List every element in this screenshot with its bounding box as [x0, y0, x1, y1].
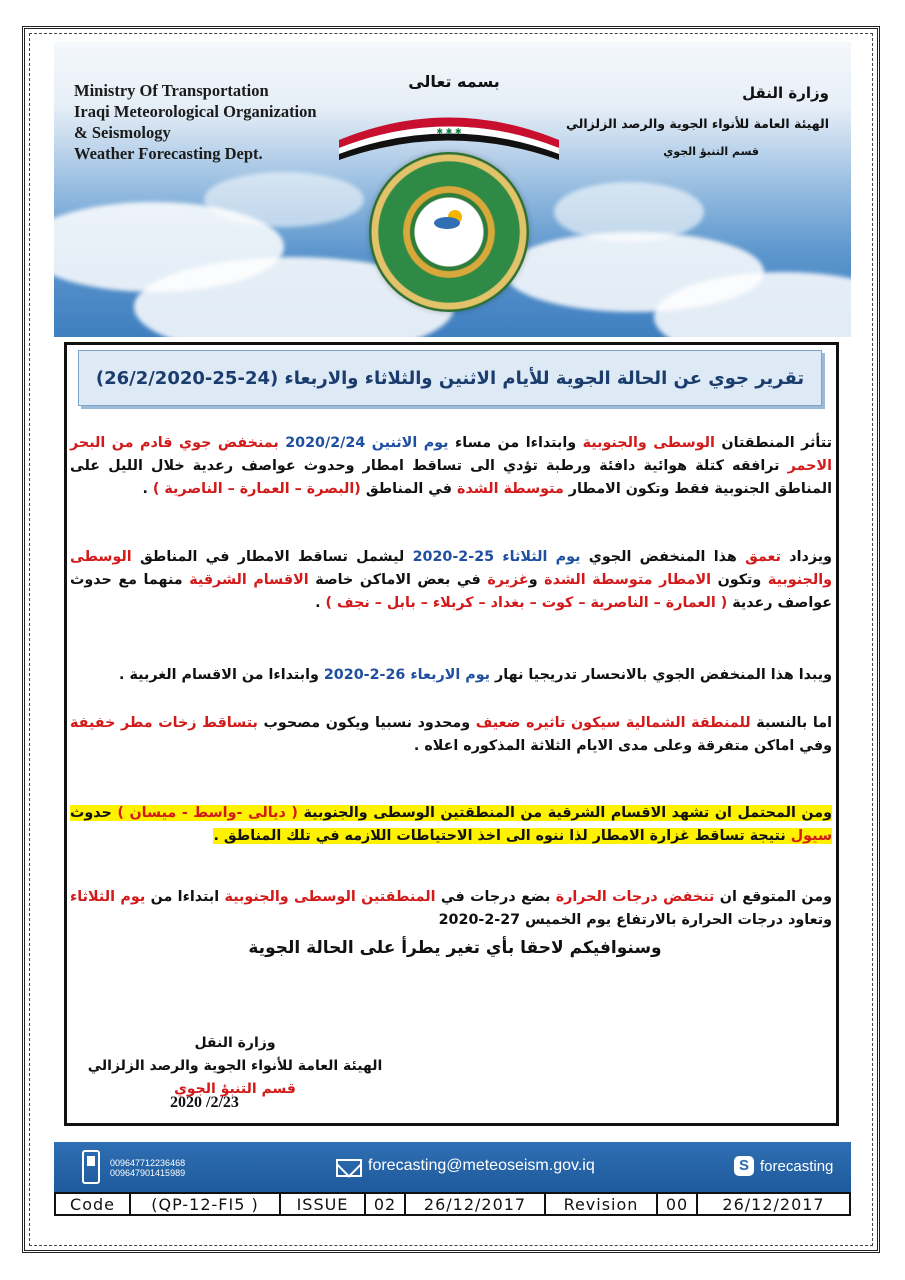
p2-text: .: [315, 595, 326, 611]
code-label: Code: [56, 1194, 131, 1214]
p1-date: يوم الاثنين 2020/2/24: [285, 435, 449, 451]
revision-label: Revision: [546, 1194, 658, 1214]
organization-emblem-logo: [369, 152, 529, 312]
document-code-bar: [54, 1192, 851, 1216]
p1-regions: الوسطى والجنوبية: [582, 435, 715, 451]
svg-text:✱ ✱ ✱: ✱ ✱ ✱: [436, 127, 462, 136]
skype-handle: forecasting: [760, 1158, 834, 1175]
phone-number-1: 009647712236468: [110, 1158, 186, 1168]
p4-text: ومحدود نسبيا ويكون مصحوب: [257, 715, 476, 731]
report-title: تقرير جوي عن الحالة الجوية للأيام الاثنين والثلاثاء والاربعاء (24-25-26/2/2020): [95, 367, 805, 389]
p1-text: تتأثر المنطقتان: [714, 435, 832, 451]
p6-day: يوم الثلاثاء: [70, 889, 146, 905]
p6-text: ومن المتوقع ان: [714, 889, 833, 905]
letterhead-banner: [54, 42, 851, 337]
p6-text: بضع درجات في: [435, 889, 556, 905]
p1-text: ترافقه كتلة هوائية دافئة ورطبة تؤدي الى تساقط امطار وحدوث عواصف رعدية خلال الليل على المناطق الجنوبية فقط وتكون الامطار: [70, 458, 832, 497]
signature-department: قسم التنبؤ الجوي: [174, 1081, 296, 1097]
phone-number-2: 009647901415989: [110, 1168, 186, 1178]
p4-text: اما بالنسبة: [750, 715, 832, 731]
p2-intensity: الامطار متوسطة الشدة: [544, 572, 712, 588]
p1-intensity: متوسطة الشدة: [457, 481, 564, 497]
revision-value: 00: [658, 1194, 698, 1214]
paragraph-3: [70, 664, 832, 687]
p1-text: .: [142, 481, 153, 497]
p2-text: ليشمل تساقط الامطار في المناطق: [131, 549, 413, 565]
p2-text: في بعض الاماكن خاصة: [308, 572, 488, 588]
contact-footer: [54, 1142, 851, 1192]
paragraph-2: [70, 546, 832, 615]
p5-text: ومن المحتمل ان تشهد الاقسام الشرقية من المنطقتين الوسطى والجنوبية: [297, 805, 832, 821]
p2-text: ويزداد: [781, 549, 832, 565]
paragraph-1: [70, 432, 832, 501]
english-line-department: Weather Forecasting Dept.: [74, 144, 263, 163]
english-line-organization: Iraqi Meteorological Organization: [74, 102, 317, 121]
p4-text: وفي اماكن متفرقة وعلى مدى الايام الثلاثة المذكوره اعلاه .: [413, 738, 832, 754]
signature-block: [75, 1032, 395, 1101]
p2-regions: الوسطى والجنوبية: [70, 549, 833, 588]
revision-date: 26/12/2017: [722, 1194, 825, 1214]
cloud-sun-icon: [433, 208, 467, 230]
p6-temperature: تنخفض درجات الحرارة: [555, 889, 715, 905]
english-line-ministry: Ministry Of Transportation: [74, 81, 269, 100]
p6-text: ابتداءا من: [145, 889, 225, 905]
p1-areas: (البصرة – العمارة – الناصرية ): [152, 481, 361, 497]
p4-north: للمنطقة الشمالية سيكون تاثيره ضعيف: [475, 715, 751, 731]
phone-numbers: [110, 1158, 185, 1178]
p2-text: هذا المنخفض الجوي: [580, 549, 746, 565]
report-title-bar: [78, 350, 822, 406]
p1-depression: بمنخفض جوي قادم من البحر الاحمر: [70, 435, 832, 474]
issue-date: 26/12/2017: [406, 1194, 546, 1214]
p5-provinces: ( ديالى -واسط - ميسان ): [117, 805, 298, 821]
english-letterhead: [74, 80, 324, 164]
paragraph-4: [70, 712, 832, 758]
arabic-line-organization: الهيئة العامة للأنواء الجوية والرصد الزلزالي: [566, 116, 829, 131]
p2-text: منهما مع حدوث عواصف رعدية: [70, 572, 832, 611]
arabic-line-ministry: وزارة النقل: [742, 84, 829, 102]
p2-date: يوم الثلاثاء 25-2-2020: [412, 549, 581, 565]
p2-deepen: تعمق: [745, 549, 781, 565]
p5-text: نتيجة تساقط غزارة الامطار لذا ننوه الى اخذ الاحتياطات اللازمه في تلك المناطق .: [213, 828, 791, 844]
p3-text: وابتداءا من الاقسام الغربية .: [119, 667, 324, 683]
p2-eastern: الاقسام الشرقية: [189, 572, 309, 588]
p5-floods: سيول: [790, 828, 832, 844]
closing-statement: وسنوافيكم لاحقا بأي تغير يطرأ على الحالة الجوية: [248, 938, 662, 958]
p2-text: و: [528, 572, 545, 588]
p2-text: وتكون: [711, 572, 768, 588]
p5-text: حدوث: [70, 805, 118, 821]
issue-label: ISSUE: [281, 1194, 366, 1214]
p1-text: وابتداءا من مساء: [448, 435, 583, 451]
p3-text: ويبدا هذا المنخفض الجوي بالانحسار تدريجيا نهار: [490, 667, 832, 683]
p4-showers: بتساقط زخات مطر خفيفة: [70, 715, 258, 731]
p3-date: يوم الاربعاء 26-2-2020: [323, 667, 491, 683]
signature-organization: الهيئة العامة للأنواء الجوية والرصد الزلزالي: [87, 1058, 383, 1074]
code-value: (QP-12-FI5 ): [131, 1194, 281, 1214]
issue-value: 02: [366, 1194, 406, 1214]
iraq-flag-ribbon-icon: [329, 100, 569, 160]
p1-text: في المناطق: [360, 481, 458, 497]
email-address: forecasting@meteoseism.gov.iq: [368, 1157, 595, 1174]
basmala: بسمه تعالى: [408, 72, 500, 91]
p2-heavy: غزيرة: [487, 572, 529, 588]
arabic-letterhead: [559, 84, 829, 158]
mail-icon: [336, 1159, 362, 1177]
p6-text: وتعاود درجات الحرارة بالارتفاع يوم الخميس 27-2-2020: [438, 912, 832, 928]
skype-icon: S: [734, 1156, 754, 1176]
paragraph-5-warning: [70, 802, 832, 848]
paragraph-6: [70, 886, 832, 932]
p2-cities: ( العمارة – الناصرية – كوت – بغداد – كربلاء – بابل – نجف ): [325, 595, 728, 611]
english-line-seismology: & Seismology: [74, 123, 171, 142]
arabic-line-department: قسم التنبؤ الجوي: [663, 145, 759, 158]
phone-icon: [82, 1150, 100, 1184]
p6-regions: المنطقتين الوسطى والجنوبية: [224, 889, 436, 905]
signature-date: 2020 /2/23: [170, 1094, 239, 1111]
signature-ministry: وزارة النقل: [194, 1035, 276, 1051]
